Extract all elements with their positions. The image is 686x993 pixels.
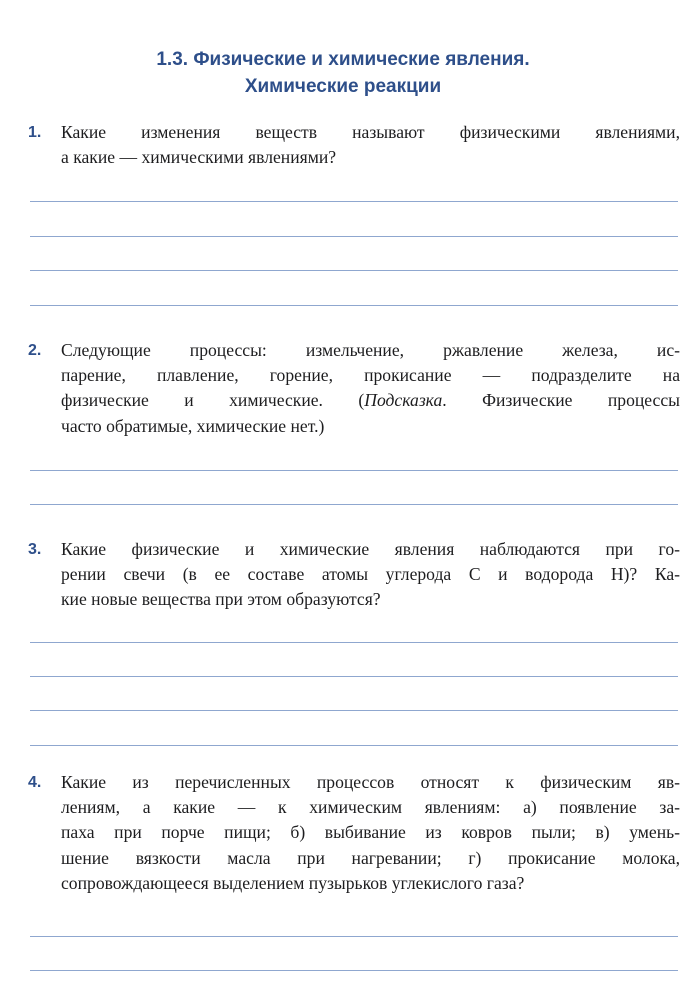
task-number: 4.: [28, 774, 42, 791]
task-text-line: кие новые вещества при этом образуются?: [61, 589, 381, 610]
task-4: [28, 770, 680, 896]
answer-line[interactable]: [30, 970, 678, 971]
answer-line[interactable]: [30, 642, 678, 643]
task-2: [28, 338, 680, 439]
task-number: 1.: [28, 124, 42, 141]
section-title-line-2: Химические реакции: [244, 76, 442, 97]
section-title: [0, 46, 686, 100]
hint-word: Подсказка: [364, 390, 443, 411]
task-text: [61, 770, 680, 896]
task-1: [28, 120, 680, 170]
task-text-line: рении свечи (в ее составе атомы углерода С и водорода Н)? Ка-: [61, 564, 680, 585]
answer-line[interactable]: [30, 270, 678, 271]
answer-line[interactable]: [30, 676, 678, 677]
answer-line[interactable]: [30, 745, 678, 746]
answer-line[interactable]: [30, 305, 678, 306]
task-text: [61, 120, 680, 170]
task-text-line: лениям, а какие — к химическим явлениям: а) появление за-: [61, 797, 680, 818]
task-text: [61, 338, 680, 439]
answer-line[interactable]: [30, 504, 678, 505]
task-text-fragment: . Физические процессы: [442, 390, 680, 411]
answer-line[interactable]: [30, 201, 678, 202]
section-title-line-1: 1.3. Физические и химические явления.: [156, 49, 530, 70]
answer-line[interactable]: [30, 710, 678, 711]
task-text-line: Следующие процессы: измельчение, ржавление железа, ис-: [61, 340, 680, 360]
answer-line[interactable]: [30, 236, 678, 237]
task-text-line: часто обратимые, химические нет.): [61, 415, 325, 436]
task-number: 3.: [28, 541, 42, 558]
task-text-line: сопровождающееся выделением пузырьков углекислого газа?: [61, 872, 525, 893]
task-text-line: Какие изменения веществ называют физическими явлениями,: [61, 122, 680, 142]
task-text-line: Какие физические и химические явления наблюдаются при го-: [61, 539, 680, 559]
task-text-fragment: физические и химические. (: [61, 390, 365, 411]
task-text-line: [61, 388, 680, 413]
task-text-line: паха при порче пищи; б) выбивание из ковров пыли; в) умень-: [61, 822, 680, 843]
task-text-line: шение вязкости масла при нагревании; г) прокисание молока,: [61, 847, 680, 868]
task-text: [61, 537, 680, 613]
task-text-line: Какие из перечисленных процессов относят к физическим яв-: [61, 772, 680, 792]
task-text-line: а какие — химическими явлениями?: [61, 147, 337, 168]
task-text-line: парение, плавление, горение, прокисание — подразделите на: [61, 365, 680, 386]
answer-line[interactable]: [30, 470, 678, 471]
answer-line[interactable]: [30, 936, 678, 937]
task-3: [28, 537, 680, 613]
task-number: 2.: [28, 342, 42, 359]
